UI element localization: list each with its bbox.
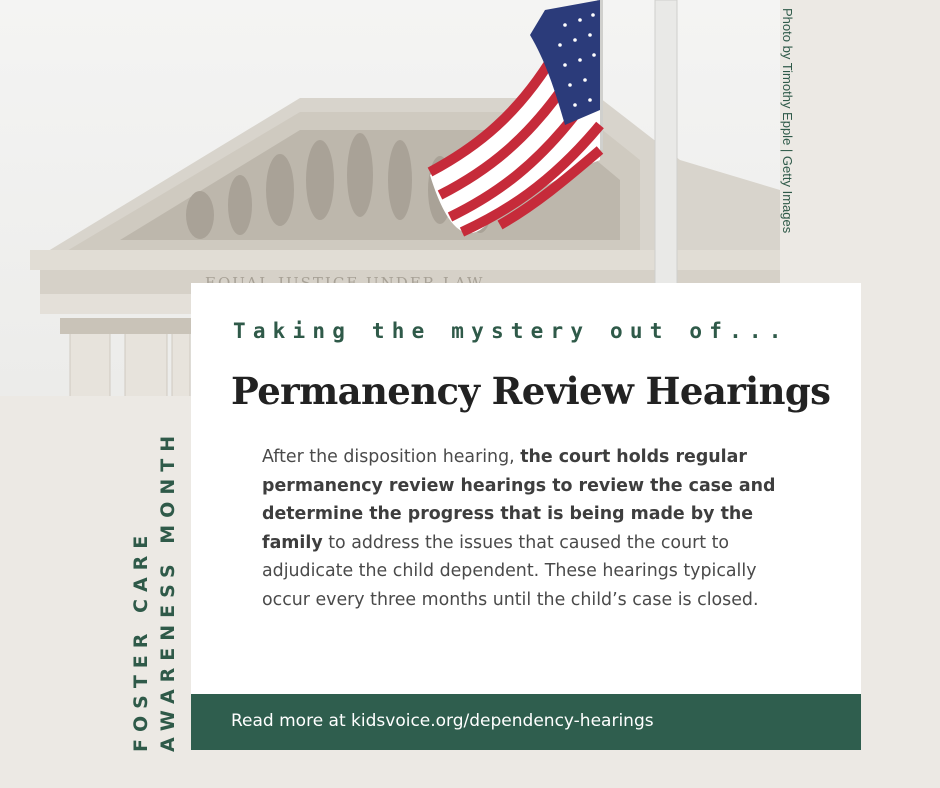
body-suffix: to address the issues that caused the court to adjudicate the child dependent. These hearings typically occur every three months until the child’s case is closed. — [262, 532, 759, 610]
awareness-line-1: FOSTER CARE — [130, 528, 152, 752]
body-emphasis: the court holds regular permanency review hearings to review the case and determine the progress that is being made by the family — [262, 447, 776, 553]
photo-credit: Photo by Timothy Epple | Getty Images — [780, 8, 795, 234]
content-card — [191, 283, 861, 694]
body-paragraph — [262, 443, 802, 614]
body-prefix: After the disposition hearing, — [262, 447, 521, 467]
page-title: Permanency Review Hearings — [231, 369, 831, 413]
footer-bar — [191, 694, 861, 750]
kicker-text: Taking the mystery out of... — [233, 319, 789, 343]
read-more-link[interactable]: Read more at kidsvoice.org/dependency-hearings — [231, 711, 654, 731]
awareness-month-label — [128, 400, 190, 752]
awareness-line-2: AWARENESS MONTH — [157, 428, 179, 752]
